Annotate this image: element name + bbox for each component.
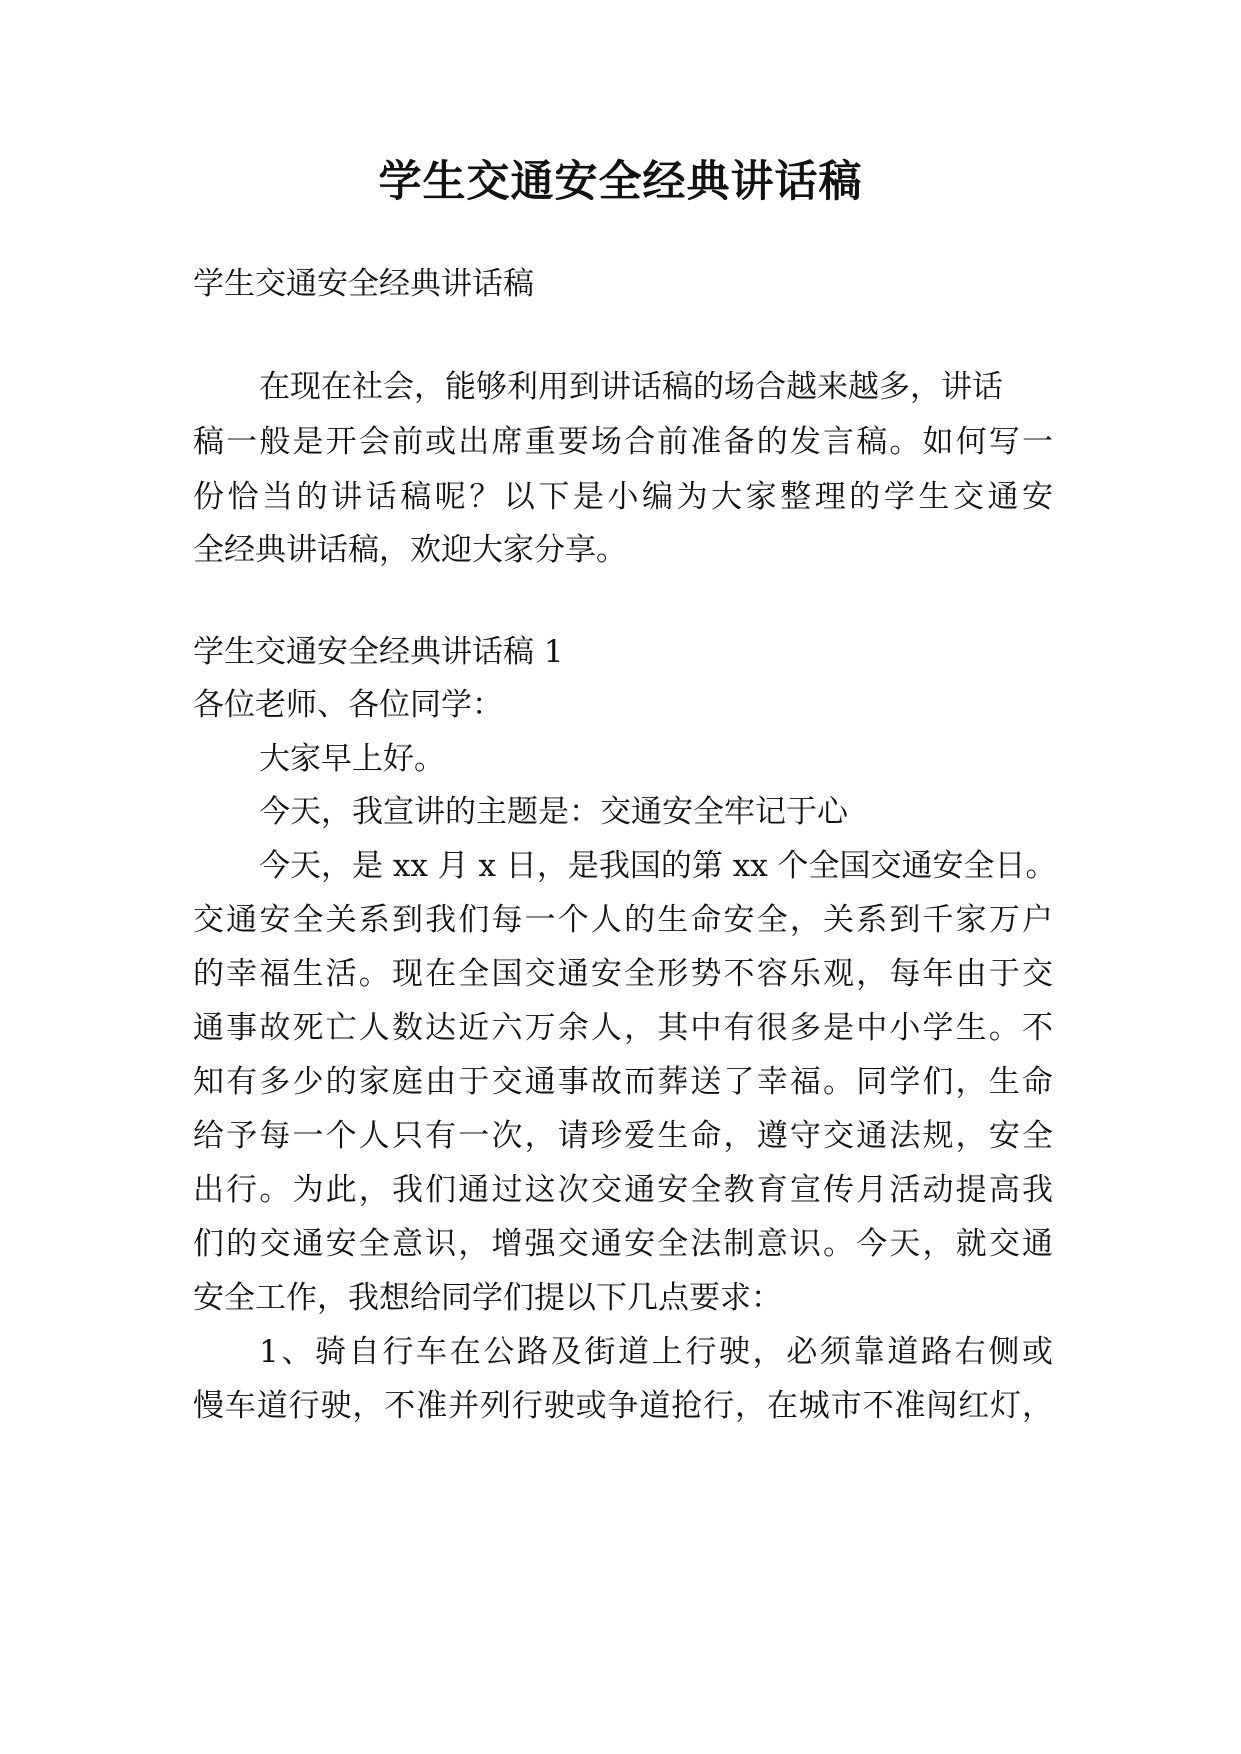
intro-line-1: 在现在社会，能够利用到讲话稿的场合越来越多，讲话	[259, 369, 1003, 405]
document-title: 学生交通安全经典讲话稿	[378, 157, 863, 207]
para1-line-2: 交通安全关系到我们每一个人的生命安全，关系到千家万户	[193, 902, 1053, 938]
para1-line-4: 通事故死亡人数达近六万余人，其中有很多是中小学生。不	[193, 1010, 1053, 1046]
para1-line-8: 们的交通安全意识，增强交通安全法制意识。今天，就交通	[193, 1226, 1053, 1262]
para1-line-1: 今天，是 xx 月 x 日，是我国的第 xx 个全国交通安全日。	[259, 848, 1057, 884]
para1-line-9: 安全工作，我想给同学们提以下几点要求：	[193, 1280, 782, 1316]
para2-line-1: 1、骑自行车在公路及街道上行驶，必须靠道路右侧或	[259, 1334, 1053, 1370]
intro-line-4: 全经典讲话稿，欢迎大家分享。	[193, 532, 627, 568]
para1-line-5: 知有多少的家庭由于交通事故而葬送了幸福。同学们，生命	[193, 1064, 1053, 1100]
salutation: 各位老师、各位同学：	[193, 687, 503, 723]
theme-line: 今天，我宣讲的主题是：交通安全牢记于心	[259, 794, 848, 830]
para1-line-6: 给予每一个人只有一次，请珍爱生命，遵守交通法规，安全	[193, 1118, 1053, 1154]
greeting: 大家早上好。	[259, 741, 445, 777]
para2-line-2: 慢车道行驶，不准并列行驶或争道抢行，在城市不准闯红灯，	[193, 1388, 1053, 1424]
para1-line-7: 出行。为此，我们通过这次交通安全教育宣传月活动提高我	[193, 1172, 1053, 1208]
section-heading: 学生交通安全经典讲话稿 1	[193, 634, 564, 670]
intro-line-3: 份恰当的讲话稿呢？以下是小编为大家整理的学生交通安	[193, 479, 1053, 515]
intro-line-2: 稿一般是开会前或出席重要场合前准备的发言稿。如何写一	[193, 424, 1053, 460]
document-subtitle: 学生交通安全经典讲话稿	[193, 266, 534, 302]
para1-line-3: 的幸福生活。现在全国交通安全形势不容乐观，每年由于交	[193, 956, 1053, 992]
